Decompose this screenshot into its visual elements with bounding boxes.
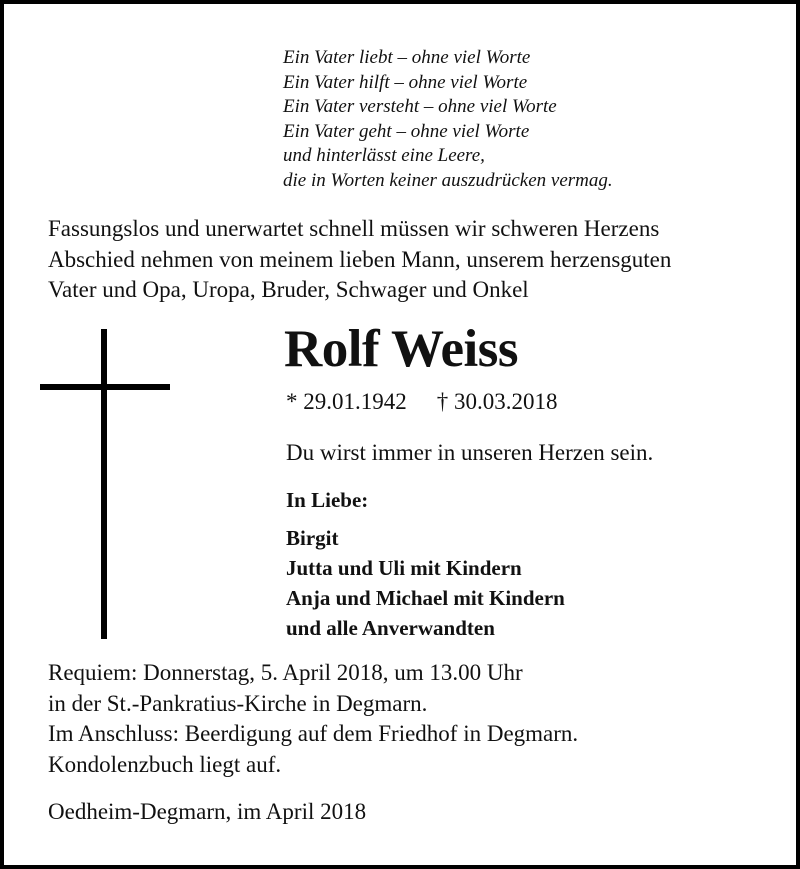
poem-line: Ein Vater liebt – ohne viel Worte [283, 47, 531, 68]
birth-date: * 29.01.1942 [286, 389, 407, 414]
life-dates [286, 388, 558, 416]
mourner-name: und alle Anverwandten [286, 616, 495, 640]
motto: Du wirst immer in unseren Herzen sein. [286, 440, 654, 465]
poem-line: Ein Vater versteht – ohne viel Worte [283, 96, 557, 118]
deceased-name: Rolf Weiss [284, 320, 519, 378]
service-line: in der St.-Pankratius-Kirche in Degmarn. [48, 690, 428, 716]
cross-icon-vertical-bar [101, 329, 107, 639]
cross-icon-horizontal-bar [40, 384, 170, 390]
intro-line: Fassungslos und unerwartet schnell müssen wir schweren Herzens [48, 216, 660, 241]
poem [283, 46, 613, 194]
intro-line: Vater und Opa, Uropa, Bruder, Schwager und Onkel [48, 277, 529, 302]
mourner-name: Anja und Michael mit Kindern [286, 586, 565, 610]
intro-line: Abschied nehmen von meinem lieben Mann, unserem herzensguten [48, 246, 672, 272]
poem-line: Ein Vater geht – ohne viel Worte [283, 120, 530, 142]
mourners-label: In Liebe: [286, 488, 369, 512]
mourners-list [286, 523, 565, 643]
poem-line: Ein Vater hilft – ohne viel Worte [283, 71, 528, 93]
service-info [48, 658, 578, 780]
mourner-name: Birgit [286, 526, 339, 550]
place-and-date: Oedheim-Degmarn, im April 2018 [48, 799, 367, 824]
service-line: Requiem: Donnerstag, 5. April 2018, um 13.00 Uhr [48, 660, 523, 685]
intro-text [48, 214, 671, 306]
service-line: Kondolenzbuch liegt auf. [48, 751, 282, 777]
poem-line: und hinterlässt eine Leere, [283, 145, 485, 167]
mourner-name: Jutta und Uli mit Kindern [286, 556, 522, 580]
death-date: † 30.03.2018 [436, 389, 558, 414]
poem-line: die in Worten keiner auszudrücken vermag. [283, 169, 613, 191]
service-line: Im Anschluss: Beerdigung auf dem Friedhof in Degmarn. [48, 721, 579, 746]
